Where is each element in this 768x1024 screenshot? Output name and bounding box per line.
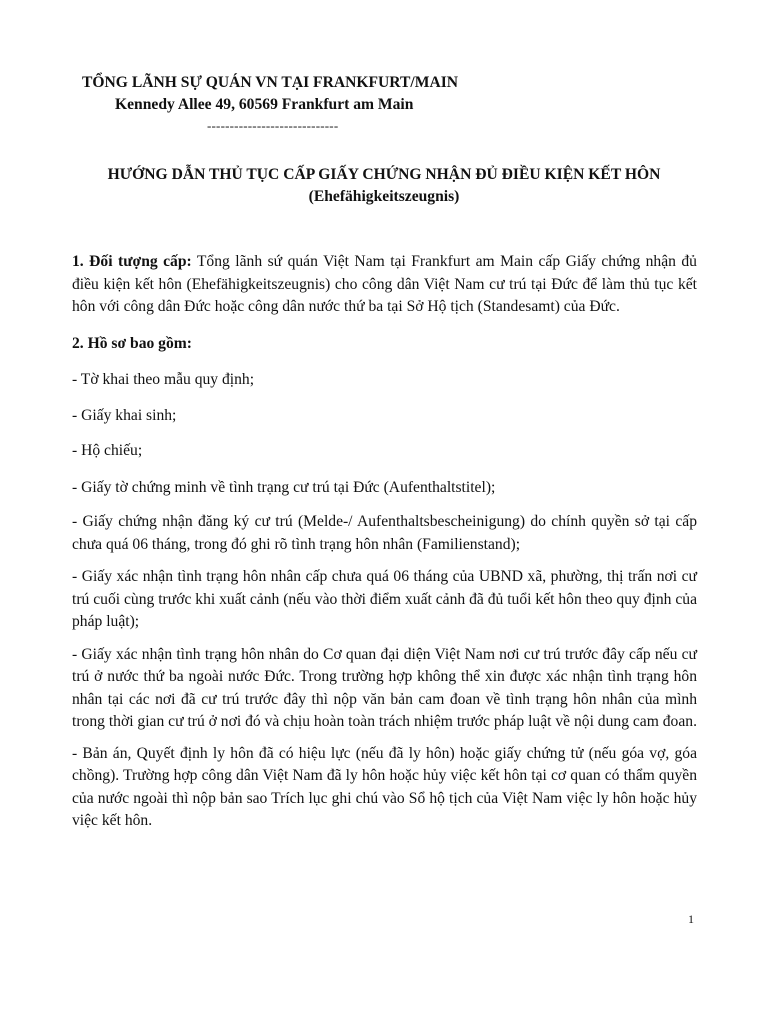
list-item: - Giấy khai sinh; xyxy=(72,406,177,424)
section-1-heading: 1. Đối tượng cấp: xyxy=(72,253,192,270)
section-1-text: Tổng lãnh sứ quán Việt Nam tại Frankfurt am Main cấp Giấy chứng nhận đủ điều kiện kết hôn (Ehefähigkeitszeugnis) cho công dân Việt Nam cư trú tại Đức để làm thủ tục kết hôn với công dân Đức hoặc công dân nước thứ ba tại Sở Hộ tịch (Standesamt) của Đức. xyxy=(72,253,697,315)
header-separator: ----------------------------- xyxy=(207,118,339,133)
list-item: - Bản án, Quyết định ly hôn đã có hiệu lực (nếu đã ly hôn) hoặc giấy chứng tử (nếu góa vợ, góa chồng). Trường hợp công dân Việt Nam đã ly hôn hoặc hủy việc kết hôn tại cơ quan có thẩm quyền của nước ngoài thì nộp bản sao Trích lục ghi chú vào Sổ hộ tịch của Việt Nam việc ly hôn hoặc hủy việc kết hôn. xyxy=(72,744,697,829)
list-item: - Giấy chứng nhận đăng ký cư trú (Melde-/ Aufenthaltsbescheinigung) do chính quyền sở tại cấp chưa quá 06 tháng, trong đó ghi rõ tình trạng hôn nhân (Familienstand); xyxy=(72,513,697,553)
list-item: - Giấy xác nhận tình trạng hôn nhân do Cơ quan đại diện Việt Nam nơi cư trú trước đây cấp nếu cư trú ở nước thứ ba ngoài nước Đức. Trong trường hợp không thể xin được xác nhận tình trạng hôn nhân tại các nơi đã cư trú trước đây thì nộp văn bản cam đoan về tình trạng hôn nhân của mình trong thời gian cư trú ở nơi đó và chịu hoàn toàn trách nhiệm trước pháp luật về nội dung cam đoan. xyxy=(72,645,697,730)
consulate-name: TỔNG LÃNH SỰ QUÁN VN TẠI FRANKFURT/MAIN xyxy=(82,74,459,91)
document-title: HƯỚNG DẪN THỦ TỤC CẤP GIẤY CHỨNG NHẬN ĐỦ ĐIỀU KIỆN KẾT HÔN xyxy=(107,166,661,183)
page-number: 1 xyxy=(688,912,694,926)
document-body xyxy=(72,251,697,833)
section-1-paragraph xyxy=(72,251,697,319)
section-2-heading: 2. Hồ sơ bao gồm: xyxy=(72,334,192,352)
list-item: - Hộ chiếu; xyxy=(72,442,143,459)
list-item: - Giấy tờ chứng minh về tình trạng cư trú tại Đức (Aufenthaltstitel); xyxy=(72,478,496,496)
document-subtitle: (Ehefähigkeitszeugnis) xyxy=(308,188,460,205)
list-item: - Giấy xác nhận tình trạng hôn nhân cấp chưa quá 06 tháng của UBND xã, phường, thị trấn nơi cư trú cuối cùng trước khi xuất cảnh (nếu vào thời điểm xuất cảnh đã đủ tuổi kết hôn theo quy định của pháp luật); xyxy=(72,568,697,630)
list-item: - Tờ khai theo mẫu quy định; xyxy=(72,371,255,388)
consulate-address: Kennedy Allee 49, 60569 Frankfurt am Main xyxy=(115,96,414,113)
